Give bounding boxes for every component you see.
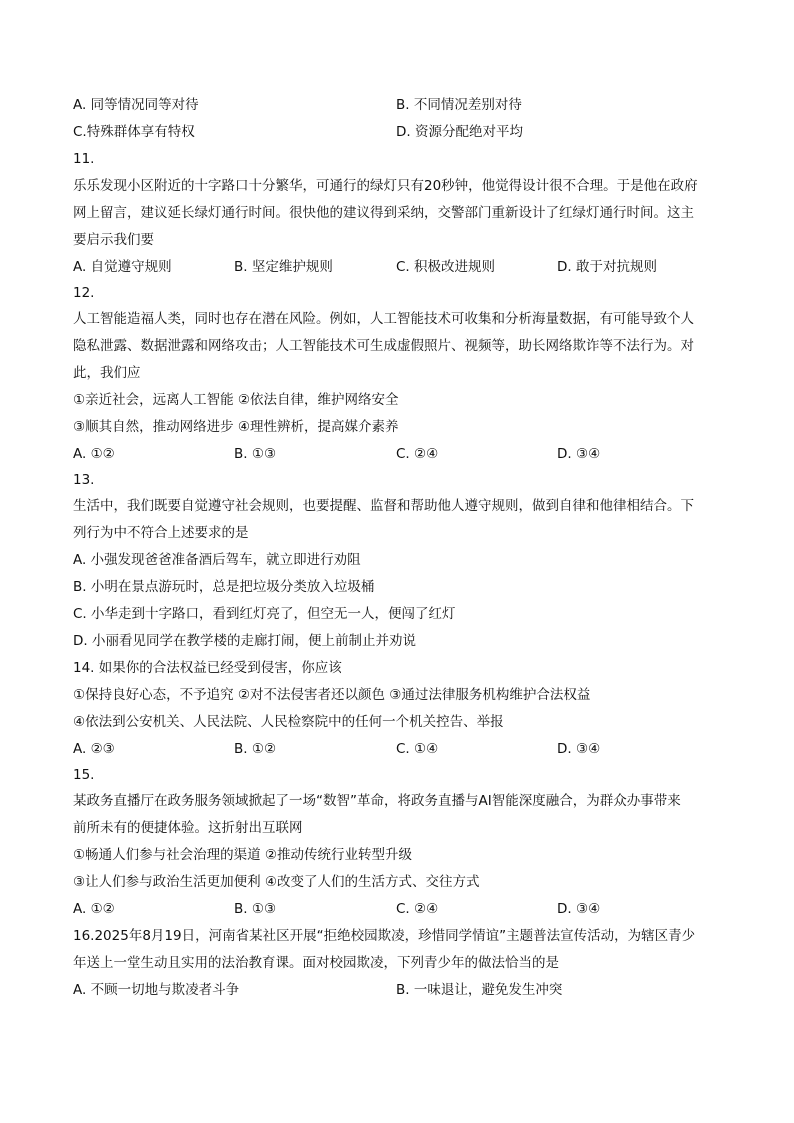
q15-option-d: D. ③④ [557, 901, 601, 917]
q13-stem-line: 列行为中不符合上述要求的是 [73, 525, 249, 541]
q12-statement: ①亲近社会，远离人工智能 ②依法自律，维护网络安全 [73, 392, 399, 408]
q12-number: 12. [73, 285, 95, 301]
q13-option-d: D. 小丽看见同学在教学楼的走廊打闹，便上前制止并劝说 [73, 633, 416, 649]
q15-option-c: C. ②④ [396, 901, 439, 917]
q10-option-b: B. 不同情况差别对待 [396, 97, 522, 113]
q14-option-b: B. ①② [234, 741, 277, 757]
q15-stem-line: 前所未有的便捷体验。这折射出互联网 [73, 820, 303, 836]
q15-option-b: B. ①③ [234, 901, 277, 917]
q14-stem: 14. 如果你的合法权益已经受到侵害，你应该 [73, 660, 342, 676]
q11-stem-line: 要启示我们要 [73, 232, 154, 248]
q12-statement: ③顺其自然，推动网络进步 ④理性辨析，提高媒介素养 [73, 419, 399, 435]
q13-option-a: A. 小强发现爸爸准备酒后驾车，就立即进行劝阻 [73, 552, 361, 568]
q14-option-d: D. ③④ [557, 741, 601, 757]
q13-number: 13. [73, 472, 95, 488]
q11-option-b: B. 坚定维护规则 [234, 259, 333, 275]
q14-statement: ④依法到公安机关、人民法院、人民检察院中的任何一个机关控告、举报 [73, 714, 504, 730]
q13-option-c: C. 小华走到十字路口，看到红灯亮了，但空无一人，便闯了红灯 [73, 606, 456, 622]
q12-option-b: B. ①③ [234, 446, 277, 462]
q14-option-a: A. ②③ [73, 741, 115, 757]
q16-stem-line: 16.2025年8月19日，河南省某社区开展“拒绝校园欺凌，珍惜同学情谊”主题普法宣传活动，为辖区青少 [73, 928, 696, 944]
q11-number: 11. [73, 151, 95, 167]
q13-option-b: B. 小明在景点游玩时，总是把垃圾分类放入垃圾桶 [73, 579, 375, 595]
q11-option-a: A. 自觉遵守规则 [73, 259, 172, 275]
q12-stem-line: 此，我们应 [73, 365, 141, 381]
q15-option-a: A. ①② [73, 901, 115, 917]
q12-stem-line: 人工智能造福人类，同时也存在潜在风险。例如，人工智能技术可收集和分析海量数据，有可能导致个人 [73, 311, 694, 327]
q16-stem-line: 年送上一堂生动且实用的法治教育课。面对校园欺凌，下列青少年的做法恰当的是 [73, 955, 559, 971]
q10-option-a: A. 同等情况同等对待 [73, 97, 199, 113]
q14-option-c: C. ①④ [396, 741, 439, 757]
q16-option-a: A. 不顾一切地与欺凌者斗争 [73, 982, 240, 998]
q11-stem-line: 网上留言，建议延长绿灯通行时间。很快他的建议得到采纳，交警部门重新设计了红绿灯通行时间。这主 [73, 205, 694, 221]
q15-stem-line: 某政务直播厅在政务服务领域掀起了一场“数智”革命，将政务直播与AI智能深度融合，为群众办事带来 [73, 793, 681, 809]
q13-stem-line: 生活中，我们既要自觉遵守社会规则，也要提醒、监督和帮助他人遵守规则，做到自律和他律相结合。下 [73, 498, 694, 514]
q11-option-d: D. 敢于对抗规则 [557, 259, 657, 275]
q11-option-c: C. 积极改进规则 [396, 259, 496, 275]
q11-stem-line: 乐乐发现小区附近的十字路口十分繁华，可通行的绿灯只有20秒钟，他觉得设计很不合理。于是他在政府 [73, 178, 698, 194]
q12-stem-line: 隐私泄露、数据泄露和网络攻击；人工智能技术可生成虚假照片、视频等，助长网络欺诈等不法行为。对 [73, 338, 694, 354]
q12-option-a: A. ①② [73, 446, 115, 462]
q12-option-c: C. ②④ [396, 446, 439, 462]
q14-statement: ①保持良好心态，不予追究 ②对不法侵害者还以颜色 ③通过法律服务机构维护合法权益 [73, 687, 591, 703]
q15-number: 15. [73, 767, 95, 783]
q10-option-d: D. 资源分配绝对平均 [396, 124, 523, 140]
q16-option-b: B. 一味退让，避免发生冲突 [396, 982, 563, 998]
q10-option-c: C.特殊群体享有特权 [73, 124, 195, 140]
q12-option-d: D. ③④ [557, 446, 601, 462]
q15-statement: ③让人们参与政治生活更加便利 ④改变了人们的生活方式、交往方式 [73, 874, 480, 890]
q15-statement: ①畅通人们参与社会治理的渠道 ②推动传统行业转型升级 [73, 847, 412, 863]
